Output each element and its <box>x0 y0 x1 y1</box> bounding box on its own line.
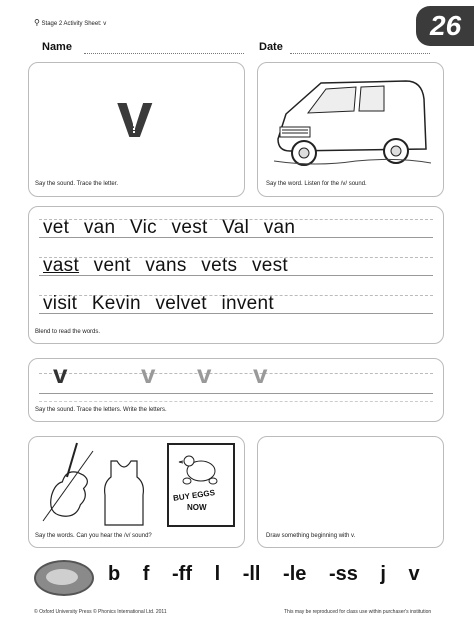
phonics-logo-icon <box>34 560 94 596</box>
word: Vic <box>129 217 157 238</box>
blend-panel <box>28 206 444 344</box>
letter-item: l <box>214 563 221 585</box>
sign-text: BUY EGGS <box>172 488 216 503</box>
sign-text: NOW <box>187 503 207 512</box>
trace-line-low <box>39 401 433 402</box>
word: vans <box>145 255 187 276</box>
trace-caption: Say the sound. Trace the letters. Write the letters. <box>35 407 167 413</box>
hen-icon <box>175 451 225 485</box>
word: vet <box>43 217 70 238</box>
footer-copyright: © Oxford University Press © Phonics International Ltd. 2011 <box>34 609 167 615</box>
trace-line-base <box>39 393 433 394</box>
word-row-2 <box>29 251 443 281</box>
letter-item: v <box>408 563 420 585</box>
date-line[interactable] <box>290 52 430 54</box>
word: visit <box>43 293 78 314</box>
trace-line-top <box>39 373 433 374</box>
word: vest <box>171 217 208 238</box>
stage-text: Stage 2 Activity Sheet: v <box>41 21 107 27</box>
trace-letter: v <box>53 359 68 389</box>
letter-item: -ss <box>328 563 358 585</box>
violin-image <box>37 441 99 531</box>
eggs-sign <box>167 443 235 527</box>
word: vent <box>93 255 131 276</box>
vest-image <box>101 459 147 529</box>
word-row-3 <box>29 289 443 319</box>
word-row-1 <box>29 213 443 243</box>
letter-caption: Say the sound. Trace the letter. <box>35 181 119 187</box>
big-letter-v: v <box>117 79 153 151</box>
word: Kevin <box>91 293 141 314</box>
trace-letter: v <box>197 359 212 389</box>
letter-item: b <box>108 563 121 585</box>
word: vets <box>201 255 238 276</box>
trace-letter: v <box>253 359 268 389</box>
pictures-panel <box>28 436 245 548</box>
van-image <box>266 69 436 169</box>
word: van <box>83 217 116 238</box>
letter-item: -le <box>283 563 307 585</box>
page-number: 26 <box>430 10 462 41</box>
name-line[interactable] <box>84 52 244 54</box>
letter-panel <box>28 62 245 197</box>
word: invent <box>221 293 274 314</box>
blend-caption: Blend to read the words. <box>35 329 101 335</box>
draw-caption: Draw something beginning with v. <box>266 533 356 539</box>
word: vast <box>43 255 80 276</box>
trace-panel <box>28 358 444 422</box>
word: van <box>263 217 296 238</box>
trace-letter: v <box>141 359 156 389</box>
date-label: Date <box>259 41 283 53</box>
trace-dots <box>133 109 139 133</box>
letter-item: -ll <box>242 563 261 585</box>
word: vest <box>251 255 288 276</box>
letter-item: -ff <box>172 563 192 585</box>
page-tab <box>416 6 474 46</box>
pictures-caption: Say the words. Can you hear the /v/ sound? <box>35 533 152 539</box>
van-caption: Say the word. Listen for the /v/ sound. <box>266 181 367 187</box>
draw-panel[interactable] <box>257 436 444 548</box>
letter-item: f <box>142 563 150 585</box>
letter-item: j <box>380 563 386 585</box>
footer-note: This may be reproduced for class use within purchaser's institution <box>284 609 432 615</box>
logo-icon: ⚲ <box>34 18 40 27</box>
word: velvet <box>155 293 207 314</box>
van-panel <box>257 62 444 197</box>
word: Val <box>222 217 250 238</box>
letters-row <box>108 563 420 586</box>
stage-label <box>34 18 106 27</box>
name-label: Name <box>42 41 72 53</box>
